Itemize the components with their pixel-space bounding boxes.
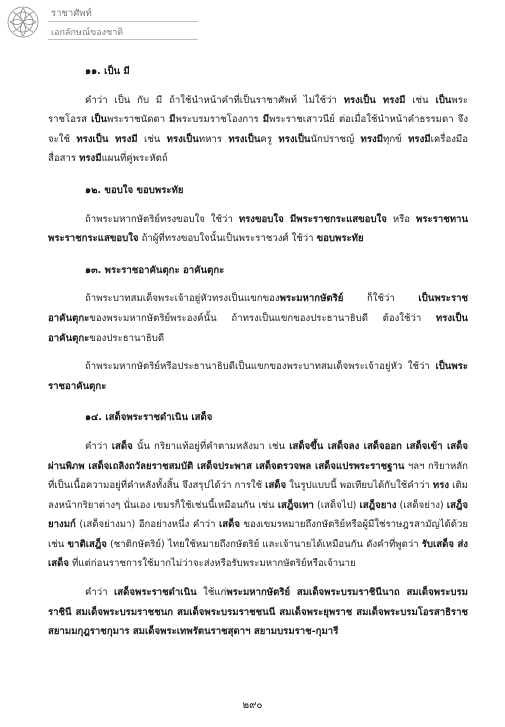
bold-term: ทรงเป็น <box>278 133 311 145</box>
bold-term: ขาติเสฎ็จ <box>67 538 107 550</box>
bold-term: เสฎ็จเทา <box>277 499 314 511</box>
bold-term: ขอบพระทัย <box>316 233 364 245</box>
bold-term: เสด็จ <box>265 480 287 492</box>
section-heading: ๑๑. เป็น มี <box>85 66 130 77</box>
text-run: หรือ <box>386 213 417 225</box>
paragraph <box>48 583 468 642</box>
text-run: ฯลฯ กริยาหลักที่เป็นเนื้อความอยู่ที่คำหลังทั้งสิ้น จึงสรุปได้ว่า การใช้ <box>48 460 468 492</box>
bold-term: ทรงเป็นอาคันตุกะ <box>48 312 468 344</box>
paragraph <box>48 357 468 396</box>
bold-term: ทรง <box>432 480 450 492</box>
text-run: เช่น <box>405 94 436 106</box>
paragraph <box>48 437 468 574</box>
text-run: ของเขมรหมายถึงกษัตริย์หรือผู้มีใช่ราษฎรสามัญได้ด้วย เช่น <box>48 519 469 550</box>
bold-term: เสด็จ <box>111 440 133 452</box>
bold-term: ทรงมี <box>408 133 431 145</box>
bold-term: ทรงเป็น ทรงมี <box>76 133 138 145</box>
text-run: ก็ใช้ว่า <box>343 293 419 305</box>
text-run: ถ้าพระมหากษัตริย์หรือประธานาธิบดีเป็นแขกของพระบาทสมเด็จพระเจ้าอยู่หัว ใช้ว่า <box>85 361 436 373</box>
text-run: ใช้แก่ <box>196 587 227 599</box>
text-run: ของประธานาธิบดี <box>89 332 165 344</box>
bold-term: พระราชทานพระราชกระแสขอบใจ <box>48 213 468 245</box>
bold-term: ทรงมี <box>360 133 384 145</box>
emblem-logo-icon <box>6 5 40 39</box>
section-heading: ๑๓. พระราชอาคันตุกะ อาคันตุกะ <box>85 264 225 276</box>
section-heading: ๑๒. ขอบใจ ขอบพระทัย <box>85 184 184 196</box>
bold-term: ทรงขอบใจ มีพระราชกระแสขอบใจ <box>238 213 387 225</box>
document-body <box>48 62 468 642</box>
paragraph <box>48 91 468 169</box>
text-run: ถ้าพระบาทสมเด็จพระเจ้าอยู่หัวทรงเป็นแขกของ <box>85 293 280 305</box>
bold-term: เสฎ็จยางมก์ <box>48 499 468 531</box>
page-number: ๒๙๐ <box>242 700 263 711</box>
header-subtitle: เอกลักษณ์ของชาติ <box>51 28 124 38</box>
bold-term: เป็น <box>91 114 107 126</box>
text-run: ครู <box>260 133 279 145</box>
bold-term: ทรงเป็น ทรงมี <box>343 94 406 106</box>
bold-term: เสฎ็จยาง <box>359 499 397 511</box>
bold-term: เสด็จ <box>219 519 240 531</box>
text-run: เติมลงหน้ากริยาต่างๆ นั่นเอง เขมรก็ใช้เช่นนี้เหมือนกัน เช่น <box>48 480 468 511</box>
bold-term: พระมหากษัตริย์ <box>279 293 344 305</box>
text-run: ทหาร <box>198 133 229 145</box>
text-run: นั้น กริยาแท้อยู่ที่คำตามหลังมา เช่น <box>132 440 290 452</box>
bold-term: ทรงมี <box>79 153 102 165</box>
text-run: คำว่า <box>85 440 112 452</box>
text-run: เช่น <box>137 133 167 145</box>
bold-term: เป็นพระราชอาคันตุกะ <box>48 361 468 392</box>
text-run: เครื่องมือสื่อสาร <box>48 133 468 165</box>
bold-term: เป็นพระราชอาคันตุกะ <box>48 293 468 324</box>
text-run: ที่แต่ก่อนราชการใช้มากไม่ว่าจะส่งหรือรับพระมหากษัตริย์หรือเจ้านาย <box>69 558 356 570</box>
paragraph <box>48 289 468 348</box>
header-title: ราชาศัพท์ <box>51 8 92 19</box>
text-run: พระบรมราชโองการ <box>175 114 263 126</box>
bold-term: เสด็จขึ้น เสด็จลง เสด็จออก เสด็จเข้า เสด็จผ่านพิภพ เสด็จเถลิงถวัลยราชสมบัติ เสด็จประพาส เสด็จตรวจพล เสด็จแปรพระราชฐาน <box>48 440 468 472</box>
text-run: นักปราชญ์ <box>310 133 361 145</box>
bold-term: มี <box>169 114 176 126</box>
text-run: ถ้าพระมหากษัตริย์ทรงขอบใจ ใช้ว่า <box>85 213 239 225</box>
text-run: คำว่า เป็น กับ มี ถ้าใช้นำหน้าคำที่เป็นราชาศัพท์ ไม่ใช้ว่า <box>85 94 344 106</box>
bold-term: พระมหากษัตริย์ สมเด็จพระบรมราชินีนาถ สมเด็จพระบรมราชินี สมเด็จพระบรมราชชนก สมเด็จพระบรมราชชนนี สมเด็จพระยุพราช สมเด็จพระบรมโอรสาธิราช สยามมกุฎราชกุมาร สมเด็จพระเทพรัตนราชสุดาฯ สยามบรมราช-กุมารี <box>48 587 468 638</box>
text-run: (ชาติกษัตริย์) ไทยใช้หมายถึงกษัตริย์ และเจ้านายได้เหมือนกัน ดังคำที่พูดว่า <box>106 538 422 550</box>
text-run: (เสด็จย่าง) <box>396 499 447 511</box>
text-run: แผนที่คู่พระหัตถ์ <box>101 153 168 165</box>
text-run: ในรูปแบบนี้ พอเทียบได้กับใช้คำว่า <box>286 480 433 492</box>
header-rule-top <box>48 21 198 22</box>
text-run: พระราชนัดดา <box>107 114 170 126</box>
text-run: ถ้าผู้ที่ทรงขอบใจนั้นเป็นพระราชวงศ์ ใช้ว่า <box>138 233 317 245</box>
bold-term: ทรงเป็น <box>228 133 261 145</box>
bold-term: มี <box>262 114 270 126</box>
text-run: ของพระมหากษัตริย์พระองค์นั้น ถ้าทรงเป็นแขกของประธานาธิบดี ต้องใช้ว่า <box>89 312 436 324</box>
text-run: ทุกข์ <box>383 133 409 145</box>
bold-term: เป็น <box>435 94 452 106</box>
bold-term: รับเสด็จ ส่งเสด็จ <box>48 538 468 570</box>
text-run: คำว่า <box>85 587 115 599</box>
text-run: (เสด็จย่างมา) อีกอย่างหนึ่ง คำว่า <box>75 519 219 531</box>
bold-term: ทรงเป็น <box>166 133 199 145</box>
text-run: พระราชเสาวนีย์ ต่อเมื่อใช้นำหน้าคำธรรมดา จึงจะใช้ <box>48 114 469 145</box>
page-header <box>6 5 206 41</box>
header-rule-bottom <box>48 39 198 40</box>
text-run: พระราชโอรส <box>48 94 469 126</box>
text-run: (เสด็จไป) <box>313 499 360 511</box>
section-heading: ๑๔. เสด็จพระราชดำเนิน เสด็จ <box>85 412 213 424</box>
bold-term: เสด็จพระราชดำเนิน <box>114 587 197 599</box>
paragraph <box>48 210 468 249</box>
